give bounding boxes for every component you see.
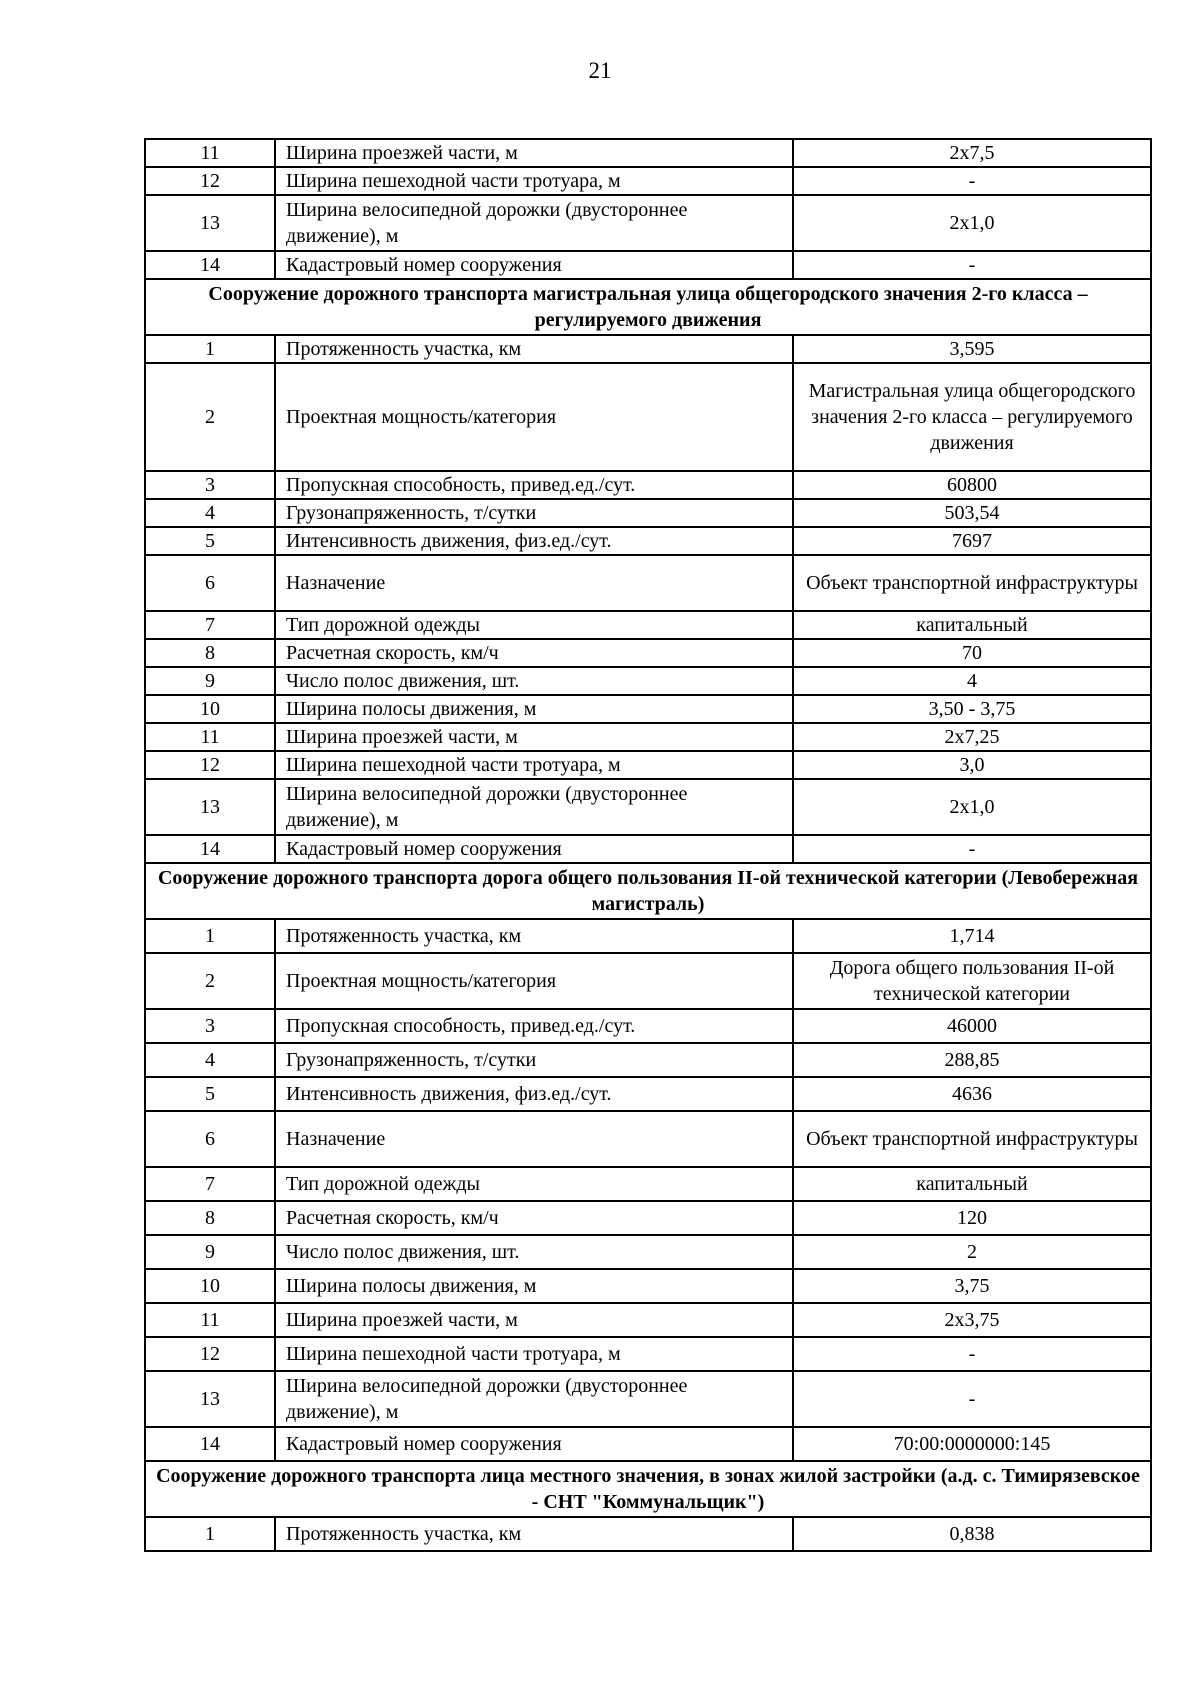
page-number: 21 <box>588 58 612 83</box>
table-row <box>145 835 1151 863</box>
row-number: 4 <box>145 1043 275 1077</box>
parameter-value: - <box>793 251 1151 279</box>
row-number: 13 <box>145 779 275 835</box>
row-number: 14 <box>145 835 275 863</box>
table-body <box>145 139 1151 1551</box>
row-number: 9 <box>145 1235 275 1269</box>
table-row <box>145 139 1151 167</box>
table-row <box>145 167 1151 195</box>
table-row <box>145 953 1151 1009</box>
row-number: 5 <box>145 527 275 555</box>
parameter-name: Расчетная скорость, км/ч <box>275 1201 793 1235</box>
table-row <box>145 251 1151 279</box>
parameter-value: Дорога общего пользования II-ой технической категории <box>793 953 1151 1009</box>
table-row <box>145 1077 1151 1111</box>
parameter-name: Грузонапряженность, т/сутки <box>275 1043 793 1077</box>
row-number: 4 <box>145 499 275 527</box>
parameter-value: 2х1,0 <box>793 195 1151 251</box>
parameter-name: Протяженность участка, км <box>275 919 793 953</box>
table-row <box>145 1337 1151 1371</box>
table-row <box>145 555 1151 611</box>
row-number: 9 <box>145 667 275 695</box>
parameter-name: Проектная мощность/категория <box>275 363 793 471</box>
table-row <box>145 1371 1151 1427</box>
parameter-value: 2х1,0 <box>793 779 1151 835</box>
parameter-name: Назначение <box>275 555 793 611</box>
row-number: 14 <box>145 251 275 279</box>
parameter-value: 288,85 <box>793 1043 1151 1077</box>
parameter-value: - <box>793 1371 1151 1427</box>
row-number: 1 <box>145 335 275 363</box>
row-number: 13 <box>145 195 275 251</box>
row-number: 7 <box>145 1167 275 1201</box>
table-row <box>145 527 1151 555</box>
table-row <box>145 195 1151 251</box>
table-row <box>145 695 1151 723</box>
parameter-value: 46000 <box>793 1009 1151 1043</box>
section-header-row <box>145 863 1151 919</box>
parameter-value: капитальный <box>793 1167 1151 1201</box>
parameter-value: 2х3,75 <box>793 1303 1151 1337</box>
parameter-name: Назначение <box>275 1111 793 1167</box>
parameter-name: Число полос движения, шт. <box>275 667 793 695</box>
table-row <box>145 611 1151 639</box>
row-number: 8 <box>145 1201 275 1235</box>
parameter-name: Ширина велосипедной дорожки (двустороннее движение), м <box>275 779 793 835</box>
parameter-name: Грузонапряженность, т/сутки <box>275 499 793 527</box>
row-number: 11 <box>145 1303 275 1337</box>
parameter-name: Протяженность участка, км <box>275 335 793 363</box>
parameter-value: 3,50 - 3,75 <box>793 695 1151 723</box>
table-row <box>145 499 1151 527</box>
parameter-name: Число полос движения, шт. <box>275 1235 793 1269</box>
parameter-value: 120 <box>793 1201 1151 1235</box>
parameter-name: Кадастровый номер сооружения <box>275 835 793 863</box>
parameter-value: 3,75 <box>793 1269 1151 1303</box>
parameter-value: Объект транспортной инфраструктуры <box>793 1111 1151 1167</box>
table-row <box>145 335 1151 363</box>
parameter-name: Интенсивность движения, физ.ед./сут. <box>275 1077 793 1111</box>
section-title: Сооружение дорожного транспорта лица местного значения, в зонах жилой застройки (а.д. с. Тимирязевское - СНТ "Коммунальщик") <box>145 1461 1151 1517</box>
parameter-value: 7697 <box>793 527 1151 555</box>
parameter-name: Тип дорожной одежды <box>275 1167 793 1201</box>
row-number: 12 <box>145 751 275 779</box>
section-title: Сооружение дорожного транспорта магистральная улица общегородского значения 2-го класса – регулируемого движения <box>145 279 1151 335</box>
table-row <box>145 1303 1151 1337</box>
parameter-value: 3,595 <box>793 335 1151 363</box>
parameter-name: Интенсивность движения, физ.ед./сут. <box>275 527 793 555</box>
row-number: 12 <box>145 1337 275 1371</box>
row-number: 7 <box>145 611 275 639</box>
table-row <box>145 363 1151 471</box>
parameter-name: Ширина проезжей части, м <box>275 723 793 751</box>
table-row <box>145 1235 1151 1269</box>
section-header-row <box>145 1461 1151 1517</box>
row-number: 1 <box>145 919 275 953</box>
parameter-name: Протяженность участка, км <box>275 1517 793 1551</box>
parameter-value: 0,838 <box>793 1517 1151 1551</box>
parameter-name: Ширина велосипедной дорожки (двустороннее движение), м <box>275 195 793 251</box>
row-number: 3 <box>145 471 275 499</box>
table-row <box>145 667 1151 695</box>
row-number: 2 <box>145 953 275 1009</box>
parameter-value: 3,0 <box>793 751 1151 779</box>
parameter-name: Ширина пешеходной части тротуара, м <box>275 751 793 779</box>
row-number: 14 <box>145 1427 275 1461</box>
table-row <box>145 639 1151 667</box>
parameter-name: Ширина велосипедной дорожки (двустороннее движение), м <box>275 1371 793 1427</box>
row-number: 6 <box>145 555 275 611</box>
parameter-name: Ширина проезжей части, м <box>275 139 793 167</box>
row-number: 11 <box>145 139 275 167</box>
table-row <box>145 751 1151 779</box>
row-number: 11 <box>145 723 275 751</box>
row-number: 3 <box>145 1009 275 1043</box>
characteristics-table <box>144 138 1152 1552</box>
table-row <box>145 919 1151 953</box>
table-row <box>145 1111 1151 1167</box>
table-row <box>145 1517 1151 1551</box>
row-number: 8 <box>145 639 275 667</box>
row-number: 6 <box>145 1111 275 1167</box>
parameter-value: 2 <box>793 1235 1151 1269</box>
parameter-value: 2х7,5 <box>793 139 1151 167</box>
parameter-value: 70:00:0000000:145 <box>793 1427 1151 1461</box>
table-row <box>145 723 1151 751</box>
parameter-value: 60800 <box>793 471 1151 499</box>
parameter-value: - <box>793 167 1151 195</box>
table-row <box>145 1167 1151 1201</box>
row-number: 10 <box>145 695 275 723</box>
parameter-value: 70 <box>793 639 1151 667</box>
parameter-value: 4636 <box>793 1077 1151 1111</box>
table-row <box>145 1269 1151 1303</box>
parameter-name: Ширина проезжей части, м <box>275 1303 793 1337</box>
parameter-value: - <box>793 835 1151 863</box>
parameter-name: Ширина полосы движения, м <box>275 695 793 723</box>
table-row <box>145 1427 1151 1461</box>
section-title: Сооружение дорожного транспорта дорога общего пользования II-ой технической категории (Левобережная магистраль) <box>145 863 1151 919</box>
row-number: 13 <box>145 1371 275 1427</box>
parameter-value: 2х7,25 <box>793 723 1151 751</box>
parameter-value: Магистральная улица общегородского значения 2-го класса – регулируемого движения <box>793 363 1151 471</box>
parameter-name: Ширина пешеходной части тротуара, м <box>275 167 793 195</box>
parameter-name: Пропускная способность, привед.ед./сут. <box>275 471 793 499</box>
row-number: 1 <box>145 1517 275 1551</box>
parameter-name: Расчетная скорость, км/ч <box>275 639 793 667</box>
parameter-value: 1,714 <box>793 919 1151 953</box>
parameter-name: Ширина пешеходной части тротуара, м <box>275 1337 793 1371</box>
table-row <box>145 1201 1151 1235</box>
table-row <box>145 1043 1151 1077</box>
parameter-value: капитальный <box>793 611 1151 639</box>
parameter-name: Кадастровый номер сооружения <box>275 1427 793 1461</box>
parameter-name: Ширина полосы движения, м <box>275 1269 793 1303</box>
table-row <box>145 1009 1151 1043</box>
parameter-name: Тип дорожной одежды <box>275 611 793 639</box>
parameter-name: Кадастровый номер сооружения <box>275 251 793 279</box>
row-number: 10 <box>145 1269 275 1303</box>
row-number: 12 <box>145 167 275 195</box>
parameter-value: 4 <box>793 667 1151 695</box>
parameter-value: - <box>793 1337 1151 1371</box>
parameter-name: Пропускная способность, привед.ед./сут. <box>275 1009 793 1043</box>
row-number: 2 <box>145 363 275 471</box>
parameter-name: Проектная мощность/категория <box>275 953 793 1009</box>
parameter-value: Объект транспортной инфраструктуры <box>793 555 1151 611</box>
table-row <box>145 471 1151 499</box>
row-number: 5 <box>145 1077 275 1111</box>
table-row <box>145 779 1151 835</box>
parameter-value: 503,54 <box>793 499 1151 527</box>
section-header-row <box>145 279 1151 335</box>
